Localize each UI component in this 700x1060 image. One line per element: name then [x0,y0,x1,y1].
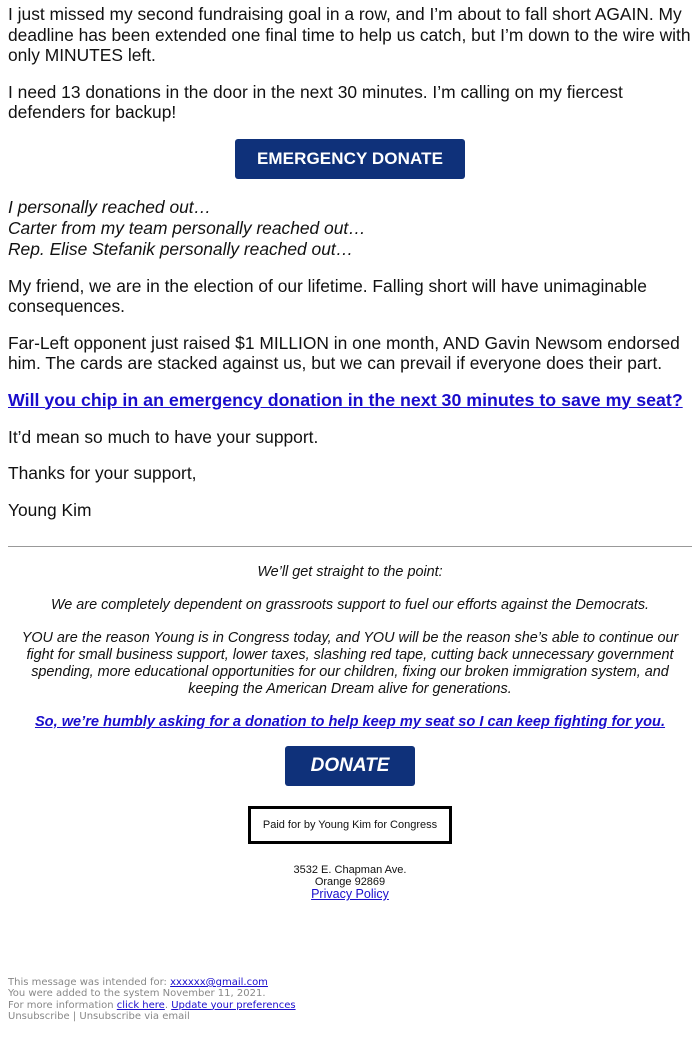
unsubscribe-link[interactable]: Unsubscribe [8,1010,70,1022]
emergency-donation-link[interactable]: Will you chip in an emergency donation in the next 30 minutes to save my seat? [8,389,683,410]
intended-email-link[interactable]: xxxxxx@gmail.com [170,977,268,988]
unsubscribe-email-link[interactable]: Unsubscribe via email [79,1010,190,1022]
italic-line: Rep. Elise Stefanik personally reached out… [8,238,354,259]
update-preferences-link[interactable]: Update your preferences [171,999,296,1011]
footer-intro: We’ll get straight to the point: [257,564,443,580]
click-here-link[interactable]: click here [116,999,165,1011]
address-city: Orange 92869 [314,876,386,888]
paragraph-election: My friend, we are in the election of our lifetime. Falling short will have unimaginable consequences. [8,275,647,316]
emergency-donate-button[interactable]: EMERGENCY DONATE [235,139,465,179]
paid-for-box: Paid for by Young Kim for Congress [248,806,452,844]
privacy-policy-link[interactable]: Privacy Policy [311,887,389,901]
fine-print [8,977,296,1022]
paragraph-support: It’d mean so much to have your support. [8,426,319,447]
intended-label: This message was intended for: [8,977,171,988]
emergency-button-wrap [8,139,692,179]
unsubscribe-line [8,1011,296,1022]
address-street: 3532 E. Chapman Ave. [293,864,407,876]
italic-line: Carter from my team personally reached out… [8,217,366,238]
paid-for-wrap [14,786,686,844]
more-info-line [8,1000,296,1011]
donate-button[interactable]: DONATE [285,746,415,786]
address [14,864,686,901]
paragraph-opponent: Far-Left opponent just raised $1 MILLION in one month, AND Gavin Newsom endorsed him. The cards are stacked against us, but we can prevail if everyone does their part. [8,332,680,373]
separator: . [164,999,172,1011]
paragraph-intro: I just missed my second fundraising goal in a row, and I’m about to fall short AGAIN. My deadline has been extended one final time to help us catch, but I’m down to the wire with only MINUTES left. [8,4,691,65]
signature: Young Kim [8,499,92,520]
footer-dependent: We are completely dependent on grassroots support to fuel our efforts against the Democrats. [50,597,650,613]
footer-donation-link[interactable]: So, we’re humbly asking for a donation to help keep my seat so I can keep fighting for you. [34,714,666,730]
footer-reason: YOU are the reason Young is in Congress today, and YOU will be the reason she’s able to continue our fight for small business support, lower taxes, slashing red tape, cutting back unnecessary government spending, more educational opportunities for our children, fixing our broken immigration system, and keeping the American Dream alive for generations. [21,630,679,697]
email-body [0,0,700,520]
italic-lines [8,197,692,260]
divider [8,546,692,547]
paragraph-need-donations: I need 13 donations in the door in the next 30 minutes. I’m calling on my fiercest defenders for backup! [8,81,623,122]
donate-button-wrap [14,746,686,786]
closing-text: Thanks for your support, [8,463,197,483]
intended-line [8,977,296,988]
added-line: You were added to the system November 11, 2021. [8,988,266,1000]
footer [0,564,700,901]
more-info-label: For more information [8,999,117,1011]
italic-line: I personally reached out… [8,196,212,217]
pipe-separator: | [69,1010,80,1022]
